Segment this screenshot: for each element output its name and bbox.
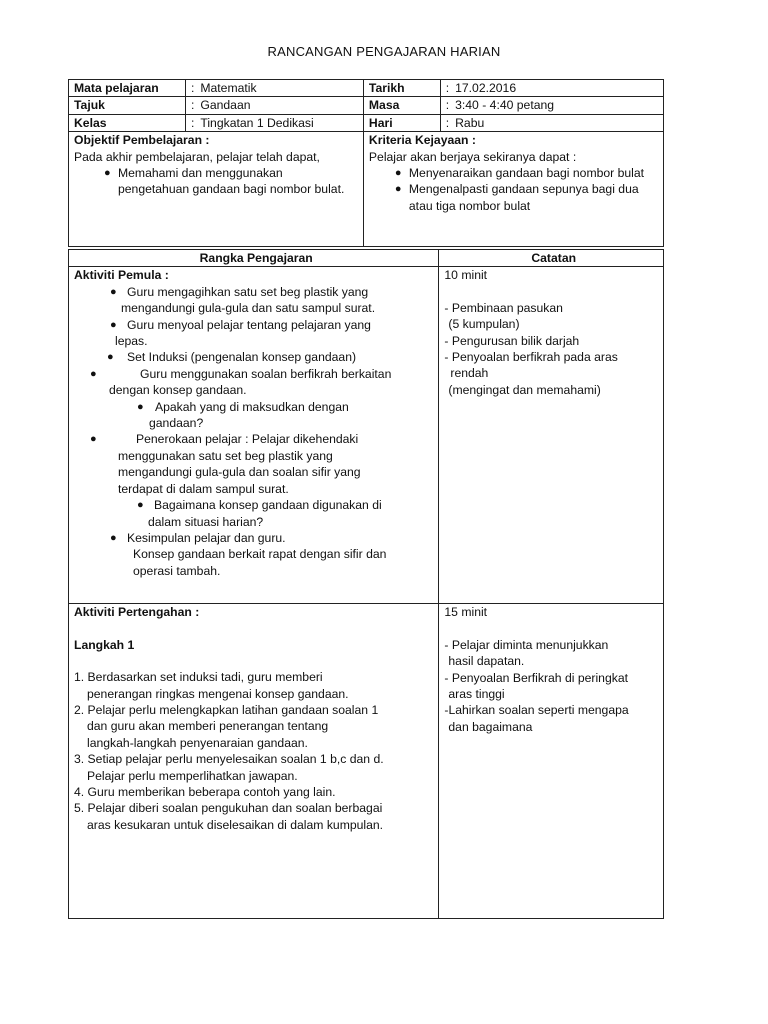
- step-item-cont: penerangan ringkas mengenai konsep gandaan.: [87, 686, 349, 701]
- criteria-cell: [363, 132, 663, 247]
- list-item-cont: operasi tambah.: [133, 563, 221, 578]
- list-item-cont: lepas.: [115, 334, 148, 349]
- start-activity-cell: [69, 267, 439, 604]
- note-item: dan bagaimana: [448, 719, 533, 734]
- start-notes-cell: [439, 267, 664, 604]
- subject-value: : Matematik: [185, 80, 363, 97]
- list-item: ● Kesimpulan pelajar dan guru.: [110, 530, 286, 545]
- bullet-icon: ●: [107, 351, 114, 364]
- criteria-item: [369, 181, 663, 214]
- list-item-cont: mengandungi gula-gula dan satu sampul surat.: [121, 301, 376, 316]
- step-item: 5. Pelajar diberi soalan pengukuhan dan soalan berbagai: [74, 801, 383, 816]
- middle-heading: Aktiviti Pertengahan :: [74, 605, 200, 620]
- criteria-item-text: Mengenalpasti gandaan sepunya bagi dua atau tiga nombor bulat: [408, 182, 639, 213]
- list-item: ● Penerokaan pelajar : Pelajar dikehendaki: [90, 432, 359, 447]
- bullet-icon: ●: [394, 167, 402, 180]
- list-item-cont: dalam situasi harian?: [148, 514, 264, 529]
- bullet-icon: ●: [90, 367, 97, 380]
- note-item: - Pembinaan pasukan: [444, 300, 563, 315]
- bullet-icon: ●: [110, 285, 117, 298]
- class-value: : Tingkatan 1 Dedikasi: [185, 114, 363, 131]
- day-label: Hari: [363, 114, 440, 131]
- date-value: : 17.02.2016: [440, 80, 663, 97]
- objective-heading: Objektif Pembelajaran :: [74, 133, 210, 148]
- plan-col-header: Rangka Pengajaran: [69, 250, 439, 267]
- bullet-icon: ●: [110, 318, 117, 331]
- list-item-cont: menggunakan satu set beg plastik yang: [118, 448, 333, 463]
- list-item: ● Guru menyoal pelajar tentang pelajaran yang: [110, 317, 371, 332]
- bullet-icon: ●: [394, 183, 402, 196]
- criteria-item: [369, 165, 663, 181]
- step-item-cont: Pelajar perlu memperlihatkan jawapan.: [87, 768, 298, 783]
- info-table: [68, 79, 664, 247]
- objective-item: [74, 165, 348, 198]
- objective-cell: [69, 132, 364, 247]
- step-item: 3. Setiap pelajar perlu menyelesaikan soalan 1 b,c dan d.: [74, 752, 384, 767]
- list-item: ● Apakah yang di maksudkan dengan: [137, 399, 349, 414]
- topic-value: : Gandaan: [185, 97, 363, 114]
- note-item: (mengingat dan memahami): [448, 382, 601, 397]
- subject-label: Mata pelajaran: [69, 80, 186, 97]
- time-label: Masa: [363, 97, 440, 114]
- step-item: 1. Berdasarkan set induksi tadi, guru memberi: [74, 670, 323, 685]
- topic-label: Tajuk: [69, 97, 186, 114]
- start-duration: 10 minit: [444, 268, 488, 283]
- step-item-cont: langkah-langkah penyenaraian gandaan.: [87, 735, 308, 750]
- time-value: : 3:40 - 4:40 petang: [440, 97, 663, 114]
- list-item: ● Guru mengagihkan satu set beg plastik yang: [110, 284, 369, 299]
- list-item-cont: Konsep gandaan berkait rapat dengan sifir dan: [133, 547, 387, 562]
- list-item: ● Set Induksi (pengenalan konsep gandaan): [107, 350, 357, 365]
- day-value: : Rabu: [440, 114, 663, 131]
- middle-duration: 15 minit: [444, 605, 488, 620]
- list-item-cont: mengandungi gula-gula dan soalan sifir yang: [118, 465, 361, 480]
- note-item: - Penyoalan Berfikrah di peringkat: [444, 670, 628, 685]
- date-label: Tarikh: [363, 80, 440, 97]
- list-item-cont: gandaan?: [149, 416, 204, 431]
- bullet-icon: ●: [137, 400, 144, 413]
- note-item: -Lahirkan soalan seperti mengapa: [444, 703, 629, 718]
- bullet-icon: ●: [104, 167, 111, 180]
- notes-col-header: Catatan: [439, 250, 664, 267]
- note-item: aras tinggi: [448, 687, 505, 702]
- note-item: - Penyoalan berfikrah pada aras: [444, 350, 618, 365]
- page-title: RANCANGAN PENGAJARAN HARIAN: [267, 44, 501, 59]
- note-item: hasil dapatan.: [448, 654, 525, 669]
- note-item: (5 kumpulan): [448, 317, 520, 332]
- step-heading: Langkah 1: [74, 637, 135, 652]
- class-label: Kelas: [69, 114, 186, 131]
- bullet-icon: ●: [90, 433, 97, 446]
- plan-table: [68, 249, 664, 919]
- list-item: ● Guru menggunakan soalan berfikrah berkaitan: [90, 366, 392, 381]
- criteria-item-text: Menyenaraikan gandaan bagi nombor bulat: [408, 166, 645, 181]
- step-item-cont: dan guru akan memberi penerangan tentang: [87, 719, 329, 734]
- bullet-icon: ●: [137, 499, 144, 512]
- criteria-heading: Kriteria Kejayaan :: [368, 133, 476, 148]
- objective-intro: Pada akhir pembelajaran, pelajar telah dapat,: [74, 149, 320, 164]
- step-item: 2. Pelajar perlu melengkapkan latihan gandaan soalan 1: [74, 703, 379, 718]
- step-item-cont: aras kesukaran untuk diselesaikan di dalam kumpulan.: [87, 817, 384, 832]
- middle-notes-cell: [439, 604, 664, 919]
- objective-item-text: Memahami dan menggunakan pengetahuan gandaan bagi nombor bulat.: [118, 166, 345, 197]
- step-item: 4. Guru memberikan beberapa contoh yang lain.: [74, 785, 336, 800]
- list-item-cont: dengan konsep gandaan.: [109, 383, 247, 398]
- middle-activity-cell: [69, 604, 439, 919]
- list-item: ● Bagaimana konsep gandaan digunakan di: [137, 498, 382, 513]
- start-heading: Aktiviti Pemula :: [74, 268, 169, 283]
- note-item: - Pengurusan bilik darjah: [444, 333, 580, 348]
- note-item: rendah: [450, 366, 489, 381]
- criteria-intro: Pelajar akan berjaya sekiranya dapat :: [368, 149, 577, 164]
- bullet-icon: ●: [110, 531, 117, 544]
- list-item-cont: terdapat di dalam sampul surat.: [118, 481, 289, 496]
- note-item: - Pelajar diminta menunjukkan: [444, 637, 609, 652]
